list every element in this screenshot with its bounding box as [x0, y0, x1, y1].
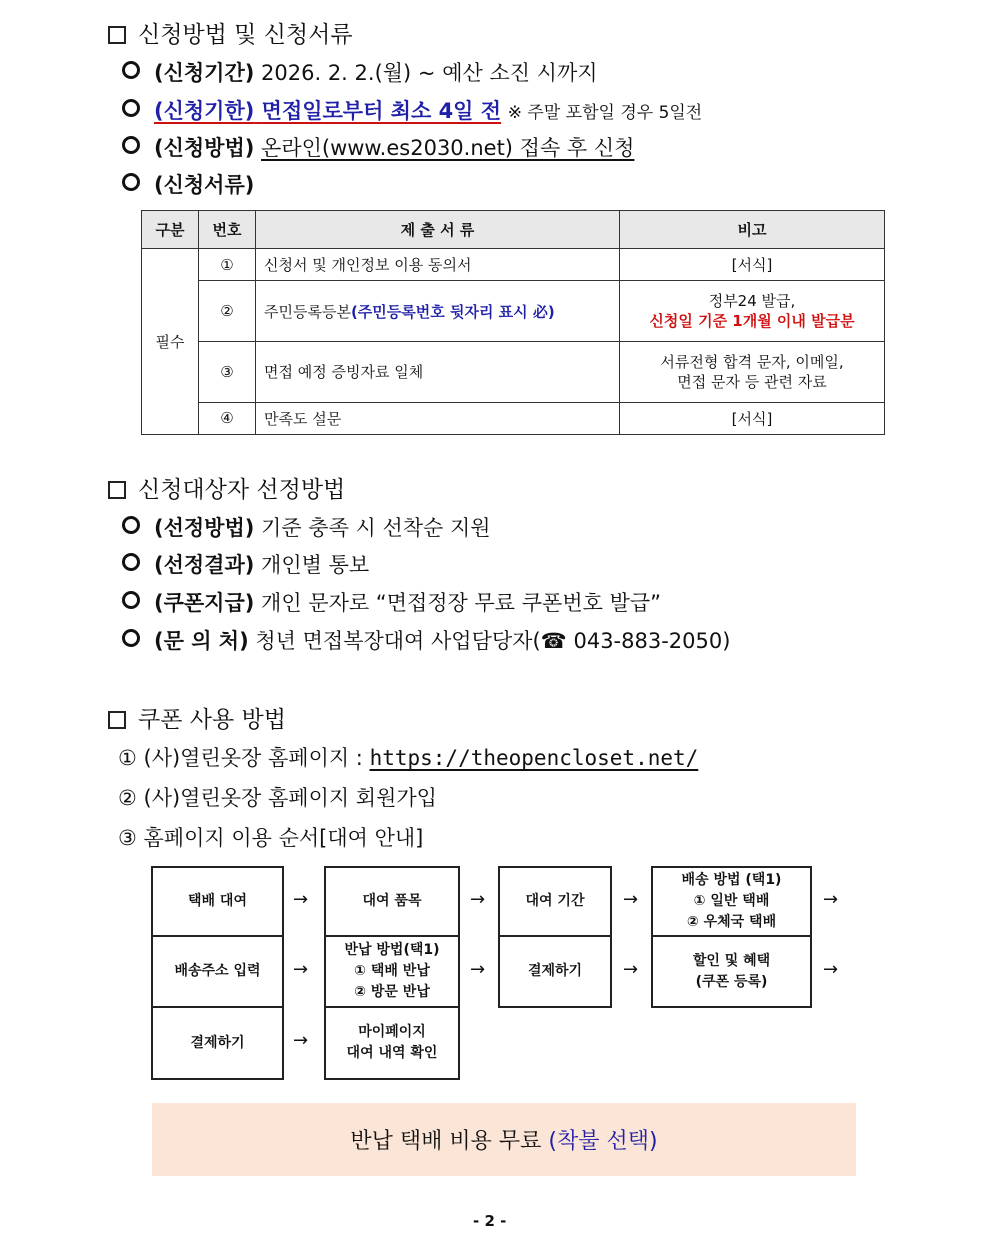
flow-box: 할인 및 혜택 (쿠폰 등록): [651, 935, 812, 1008]
homepage-link[interactable]: https://theopencloset.net/: [369, 746, 699, 770]
bullet-contact: (문 의 처) 청년 면접복장대여 사업담당자(☎ 043-883-2050): [122, 625, 730, 655]
note-cell: 정부24 발급, 신청일 기준 1개월 이내 발급분: [620, 281, 885, 342]
deadline-highlight: (신청기한) 면접일로부터 최소 4일 전: [154, 99, 502, 123]
deadline-note: ※ 주말 포함일 경우 5일전: [507, 103, 703, 123]
note-highlight: 신청일 기준 1개월 이내 발급분: [649, 312, 855, 331]
table-header-row: [142, 211, 885, 249]
document-cell: 주민등록등본(주민등록번호 뒷자리 표시 必): [256, 281, 620, 342]
flow-box: 배송 방법 (택1) ① 일반 택배 ② 우체국 택배: [651, 866, 812, 937]
arrow-right-icon: →: [293, 959, 309, 980]
number-cell: ④: [199, 402, 256, 435]
table-row: [142, 281, 885, 342]
circle-bullet-icon: [122, 516, 140, 534]
documents-table: [141, 210, 885, 435]
flow-box: 결제하기: [151, 1006, 284, 1080]
bullet-deadline: [122, 95, 702, 125]
arrow-right-icon: →: [623, 889, 639, 910]
table-row: [142, 249, 885, 281]
document-extra: (주민등록번호 뒷자리 표시 必): [350, 302, 555, 321]
arrow-right-icon: →: [293, 1030, 309, 1051]
bullet-docs: [122, 169, 254, 199]
circle-bullet-icon: [122, 591, 140, 609]
flow-box: 대여 기간: [498, 866, 612, 937]
flow-box: 반납 방법(택1) ① 택배 반납 ② 방문 반납: [324, 935, 460, 1008]
document-cell: 만족도 설문: [256, 402, 620, 435]
circle-bullet-icon: [122, 99, 140, 117]
circle-bullet-icon: [122, 61, 140, 79]
section-heading-application: [108, 16, 353, 49]
section-heading-coupon: [108, 701, 286, 734]
flow-box: 대여 품목: [324, 866, 460, 937]
flow-box: 배송주소 입력: [151, 935, 284, 1008]
flow-box: 마이페이지 대여 내역 확인: [324, 1006, 460, 1080]
checkbox-square-icon: [108, 481, 126, 499]
category-cell: 필수: [142, 249, 199, 435]
bullet-label: (신청방법): [154, 136, 255, 160]
table-row: [142, 341, 885, 402]
checkbox-square-icon: [108, 26, 126, 44]
bullet-value: 온라인(www.es2030.net) 접속 후 신청: [261, 136, 635, 160]
table-row: [142, 402, 885, 435]
flow-box: 결제하기: [498, 935, 612, 1008]
header-note: 비고: [620, 211, 885, 249]
arrow-right-icon: →: [823, 889, 839, 910]
bullet-period: [122, 57, 598, 87]
circle-bullet-icon: [122, 136, 140, 154]
flow-box: 택배 대여: [151, 866, 284, 937]
note-cell: [서식]: [620, 249, 885, 281]
bullet-method: [122, 132, 634, 162]
section-title: 쿠폰 사용 방법: [138, 707, 286, 733]
note-cell: [서식]: [620, 402, 885, 435]
header-number: 번호: [199, 211, 256, 249]
return-shipping-banner: [152, 1103, 856, 1176]
step-signup: ② (사)열린옷장 홈페이지 회원가입: [118, 786, 437, 810]
checkbox-square-icon: [108, 711, 126, 729]
bullet-selection-result: (선정결과) 개인별 통보: [122, 549, 369, 579]
bullet-selection-method: (선정방법) 기준 충족 시 선착순 지원: [122, 512, 491, 542]
arrow-right-icon: →: [470, 889, 486, 910]
banner-highlight: (착불 선택): [548, 1129, 658, 1154]
arrow-right-icon: →: [623, 959, 639, 980]
header-document: 제 출 서 류: [256, 211, 620, 249]
bullet-coupon: (쿠폰지급) 개인 문자로 “면접정장 무료 쿠폰번호 발급”: [122, 587, 661, 617]
step-homepage: ① (사)열린옷장 홈페이지 : https://theopencloset.net/: [118, 746, 699, 770]
step-usage-order: ③ 홈페이지 이용 순서[대여 안내]: [118, 826, 424, 850]
bullet-value: 2026. 2. 2.(월) ~ 예산 소진 시까지: [261, 61, 598, 85]
number-cell: ②: [199, 281, 256, 342]
note-cell: 서류전형 합격 문자, 이메일, 면접 문자 등 관련 자료: [620, 341, 885, 402]
banner-text: 반납 택배 비용 무료: [350, 1129, 542, 1154]
page-number: - 2 -: [473, 1212, 507, 1230]
number-cell: ①: [199, 249, 256, 281]
document-cell: 면접 예정 증빙자료 일체: [256, 341, 620, 402]
bullet-label: (신청기간): [154, 61, 255, 85]
bullet-label: (신청서류): [154, 173, 255, 197]
circle-bullet-icon: [122, 629, 140, 647]
circle-bullet-icon: [122, 553, 140, 571]
section-heading-selection: [108, 471, 345, 504]
number-cell: ③: [199, 341, 256, 402]
arrow-right-icon: →: [293, 889, 309, 910]
arrow-right-icon: →: [823, 959, 839, 980]
document-cell: 신청서 및 개인정보 이용 동의서: [256, 249, 620, 281]
arrow-right-icon: →: [470, 959, 486, 980]
header-category: 구분: [142, 211, 199, 249]
section-title: 신청방법 및 신청서류: [138, 22, 353, 48]
circle-bullet-icon: [122, 173, 140, 191]
section-title: 신청대상자 선정방법: [138, 477, 346, 503]
